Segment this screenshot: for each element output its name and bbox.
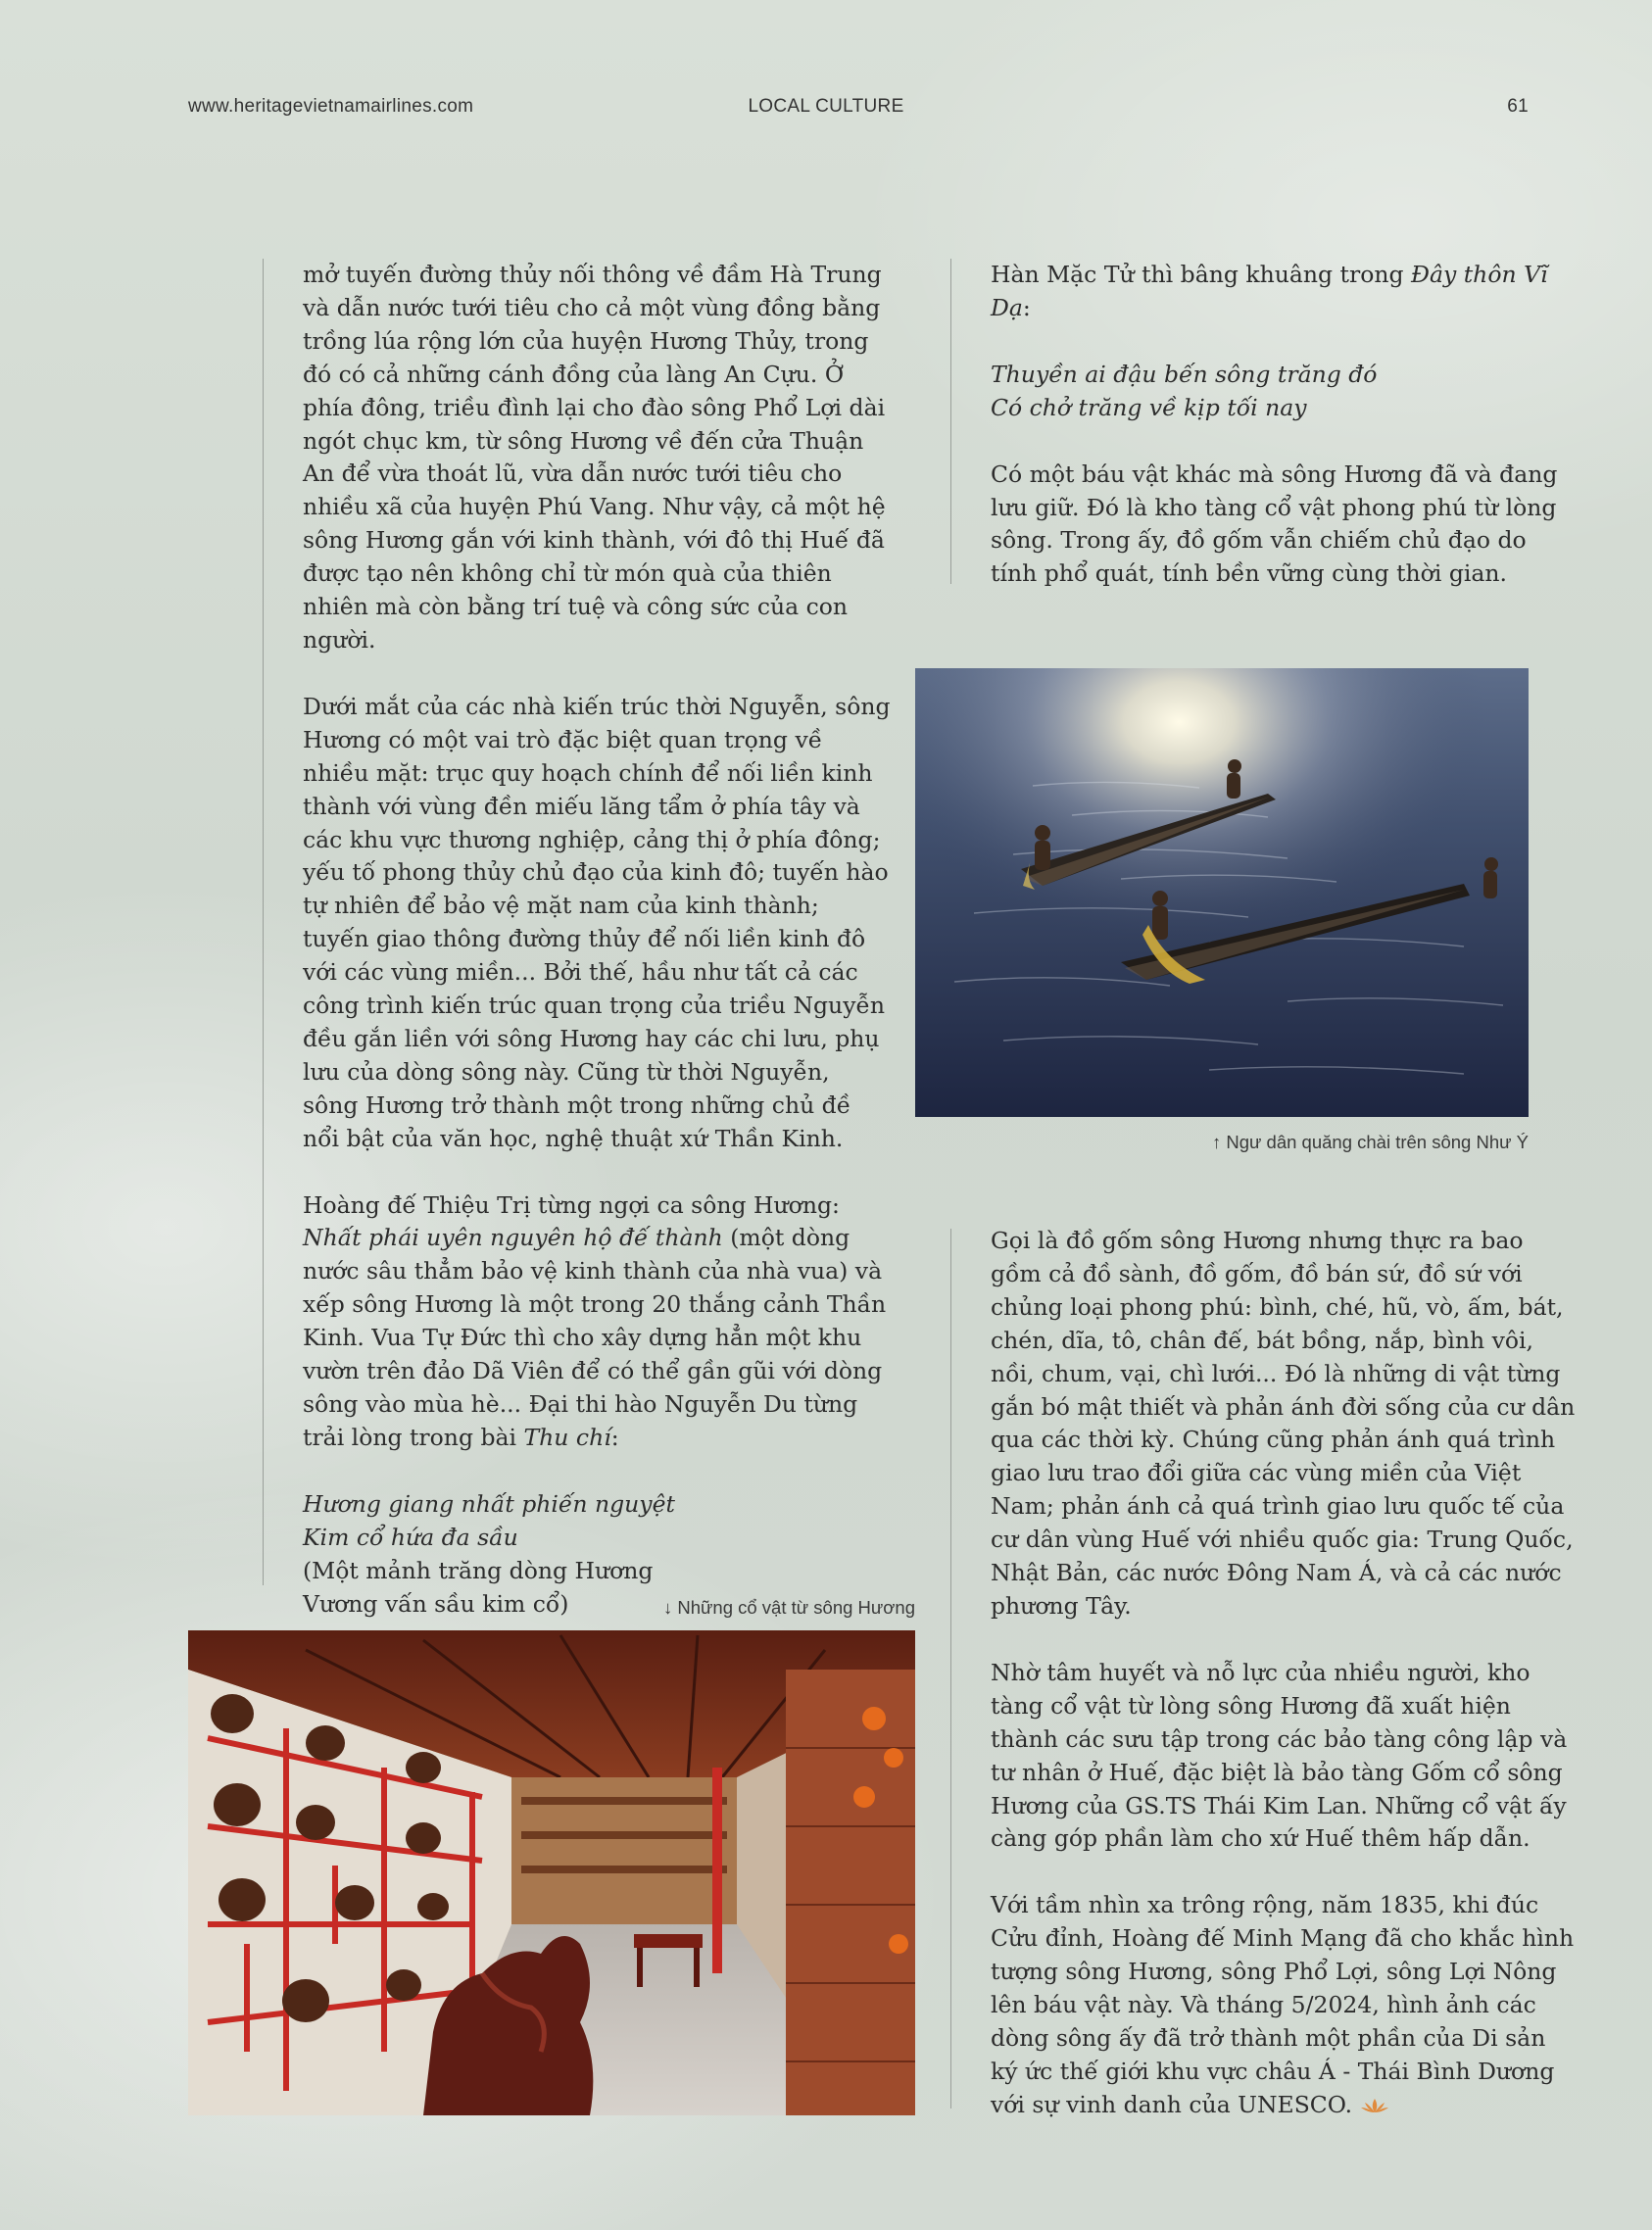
text-run: Hoàng đế Thiệu Trị từng ngợi ca sông Hương: <box>303 1190 840 1219</box>
website-url: www.heritagevietnamairlines.com <box>188 96 474 117</box>
lotus-icon <box>1360 2091 1389 2118</box>
fishermen-photo <box>915 668 1529 1117</box>
paragraph <box>991 1889 1579 2121</box>
poem-quote: Nhất phái uyên nguyên hộ đế thành <box>303 1224 723 1252</box>
antiques-museum-photo <box>188 1630 915 2115</box>
paragraph: Gọi là đồ gốm sông Hương nhưng thực ra bao gồm cả đồ sành, đồ gốm, đồ bán sứ, đồ sứ với chủng loại phong phú: bình, ché, hũ, vò, ấm, bát, chén, dĩa, tô, chân đế, bát bồng, nắp, bình vôi, nồi, chum, vại, chì lưới... Đó là những di vật từng gắn bó mật thiết và phản ánh đời sống của cư dân qua các thời kỳ. Chúng cũng phản ánh quá trình giao lưu trao đổi giữa các vùng miền của Việt Nam; phản ánh cả quá trình giao lưu quốc tế của cư dân vùng Huế với nhiều quốc gia: Trung Quốc, Nhật Bản, các nước Đông Nam Á, và cả các nước phương Tây. <box>991 1227 1576 1620</box>
paragraph: Có một báu vật khác mà sông Hương đã và đang lưu giữ. Đó là kho tàng cổ vật phong phú từ lòng sông. Trong ấy, đồ gốm vẫn chiếm chủ đạo do tính phổ quát, tính bền vững cùng thời gian. <box>991 460 1558 588</box>
poem-title: Thu chí <box>523 1423 611 1451</box>
paragraph: mở tuyến đường thủy nối thông về đầm Hà Trung và dẫn nước tưới tiêu cho cả một vùng đồng bằng trồng lúa rộng lớn của huyện Hương Thủy, trong đó có cả những cánh đồng của làng An Cựu. Ở phía đông, triều đình lại cho đào sông Phổ Lợi dài ngót chục km, từ sông Hương về đến cửa Thuận An để vừa thoát lũ, vừa dẫn nước tưới tiêu cho nhiều xã của huyện Phú Vang. Như vậy, cả một hệ sông Hương gắn với kinh thành, với đô thị Huế đã được tạo nên không chỉ từ món quà của thiên nhiên mà còn bằng trí tuệ và công sức của con người. <box>303 261 886 654</box>
poem-line: Có chở trăng về kịp tối nay <box>991 393 1307 421</box>
poem-line: Thuyền ai đậu bến sông trăng đó <box>991 360 1378 388</box>
poem <box>991 359 1579 425</box>
text-run: Với tầm nhìn xa trông rộng, năm 1835, khi đúc Cửu đỉnh, Hoàng đế Minh Mạng đã cho khắc hình tượng sông Hương, sông Phổ Lợi, sông Lợi Nông lên báu vật này. Và tháng 5/2024, hình ảnh các dòng sông ấy đã trở thành một phần của Di sản ký ức thế giới khu vực châu Á - Thái Bình Dương với sự vinh danh của UNESCO. <box>991 1891 1575 2118</box>
section-title: LOCAL CULTURE <box>748 96 904 117</box>
poem-line: (Một mảnh trăng dòng Hương <box>303 1556 654 1584</box>
paragraph: Dưới mắt của các nhà kiến trúc thời Nguyễn, sông Hương có một vai trò đặc biệt quan trọng về nhiều mặt: trục quy hoạch chính để nối liền kinh thành với vùng đền miếu lăng tẩm ở phía tây và các khu vực thương nghiệp, cảng thị ở phía đông; yếu tố phong thủy chủ đạo của kinh đô; tuyến hào tự nhiên để bảo vệ mặt nam của kinh thành; tuyến giao thông đường thủy để nối liền kinh đô với các vùng miền... Bởi thế, hầu như tất cả các công trình kiến trúc quan trọng của triều Nguyễn đều gắn liền với sông Hương hay các chi lưu, phụ lưu của dòng sông này. Cũng từ thời Nguyễn, sông Hương trở thành một trong những chủ đề nổi bật của văn học, nghệ thuật xứ Thần Kinh. <box>303 692 891 1152</box>
paragraph <box>991 259 1579 325</box>
page-number: 61 <box>1507 96 1529 117</box>
photo-caption: ↑ Ngư dân quăng chài trên sông Như Ý <box>1211 1132 1529 1152</box>
poem-line: Kim cổ hứa đa sầu <box>303 1523 518 1551</box>
text-run: Hàn Mặc Tử thì bâng khuâng trong <box>991 261 1412 288</box>
text-run: : <box>610 1423 619 1451</box>
text-run: : <box>1022 293 1031 321</box>
poem-title: Đây thôn Vĩ Dạ <box>991 261 1548 321</box>
paragraph <box>303 1189 891 1455</box>
article-column-3 <box>950 1225 1579 2122</box>
photo-caption: ↓ Những cổ vật từ sông Hương <box>662 1597 915 1618</box>
article-column-1 <box>263 259 891 1621</box>
poem-line: Hương giang nhất phiến nguyệt <box>303 1489 675 1518</box>
article-column-2 <box>950 259 1579 591</box>
text-run: (một dòng nước sâu thẳm bảo vệ kinh thành của nhà vua) và xếp sông Hương là một trong 20 thắng cảnh Thần Kinh. Vua Tự Đức thì cho xây dựng hẳn một khu vườn trên đảo Dã Viên để có thể gần gũi với dòng sông vào mùa hè... Đại thi hào Nguyễn Du từng trải lòng trong bài <box>303 1224 887 1451</box>
paragraph: Nhờ tâm huyết và nỗ lực của nhiều người, kho tàng cổ vật từ lòng sông Hương đã xuất hiện thành các sưu tập trong các bảo tàng công lập và tư nhân ở Huế, đặc biệt là bảo tàng Gốm cổ sông Hương của GS.TS Thái Kim Lan. Những cổ vật ấy càng góp phần làm cho xứ Huế thêm hấp dẫn. <box>991 1658 1568 1853</box>
poem-line: Vương vấn sầu kim cổ) <box>303 1589 569 1618</box>
